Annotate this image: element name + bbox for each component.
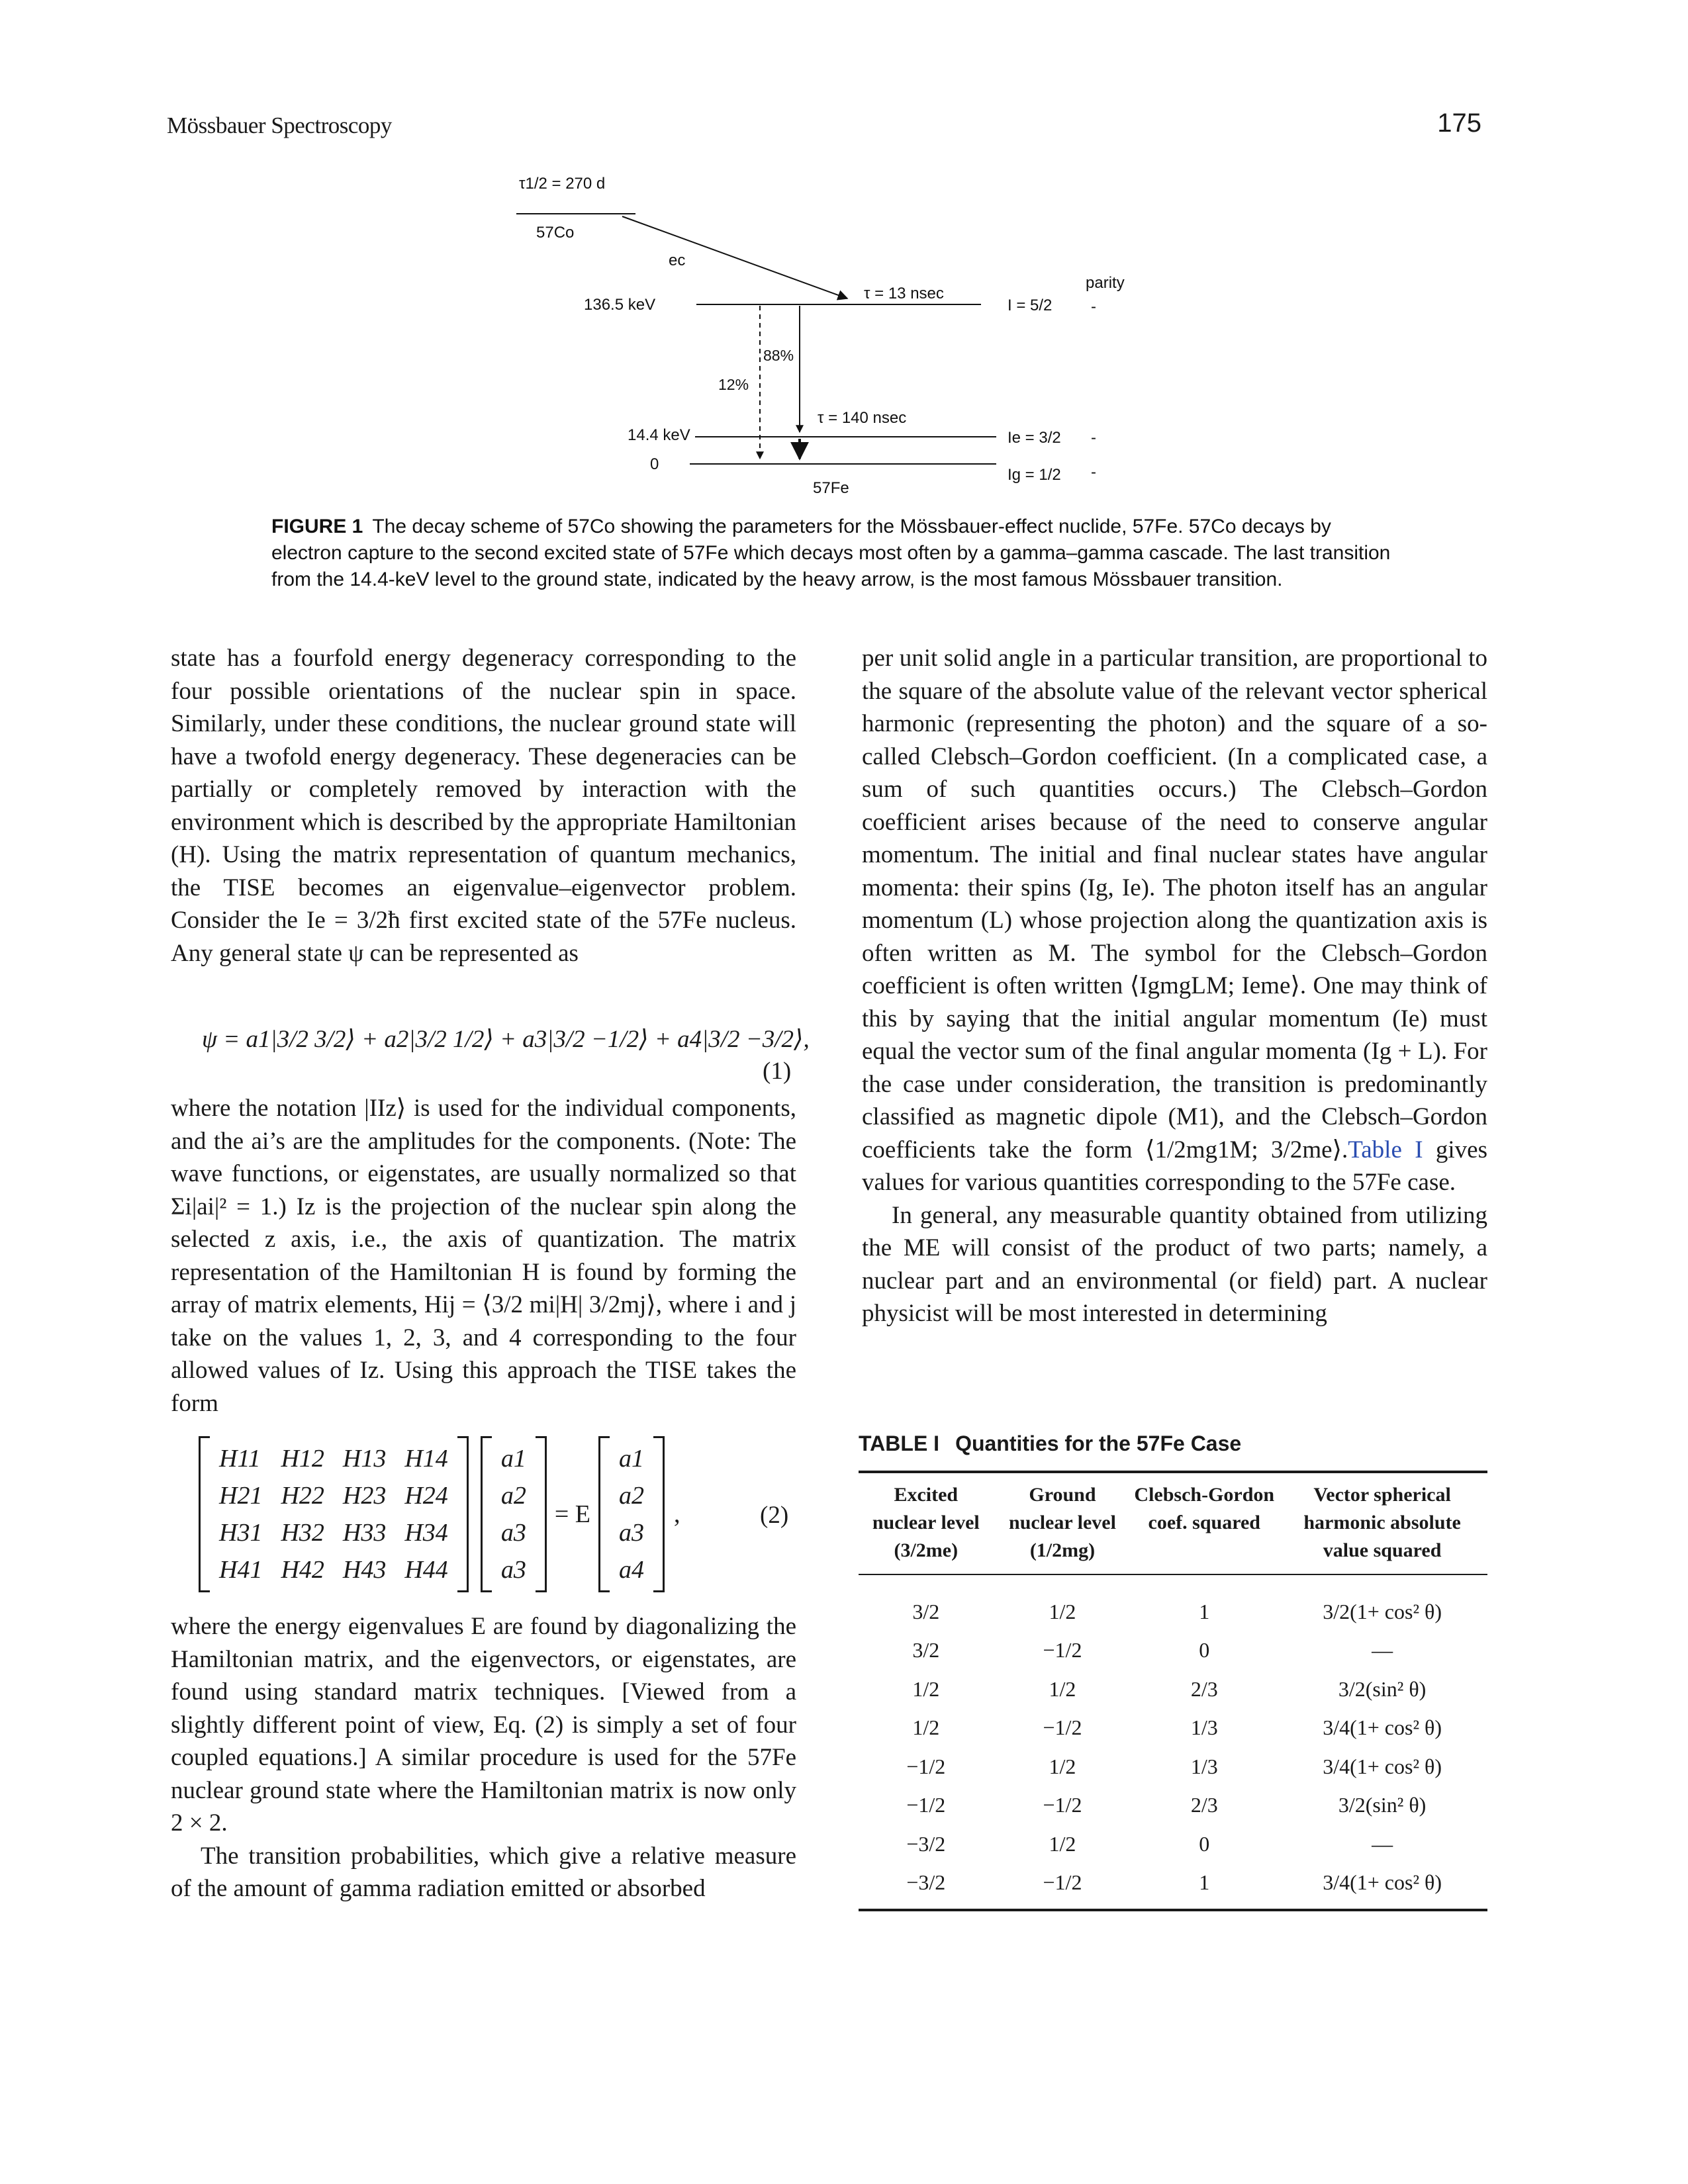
matrix-element: H44 <box>404 1556 448 1584</box>
vector-right-bracket-l <box>598 1436 610 1592</box>
spin-e-label: Ie = 3/2 <box>1008 429 1061 447</box>
table-cell: 0 <box>1199 1638 1210 1662</box>
matrix-element: H24 <box>404 1482 448 1510</box>
left-column <box>171 642 796 970</box>
spin-g-label: Ig = 1/2 <box>1008 466 1061 484</box>
vector-element: a1 <box>500 1445 526 1473</box>
equation-2-number: (2) <box>760 1502 789 1529</box>
table-column-header: Ground nuclear level (1/2mg) <box>994 1472 1132 1574</box>
table-cell: 1/2 <box>912 1676 940 1701</box>
matrix-element: H22 <box>281 1482 324 1510</box>
percent-88-label: 88% <box>763 347 794 364</box>
table-cell: 3/2(sin² θ) <box>1338 1676 1427 1701</box>
table-title <box>859 1432 1487 1456</box>
vector-element: a4 <box>618 1556 644 1584</box>
table-cell: 3/4(1+ cos² θ) <box>1277 1864 1487 1911</box>
table-i <box>859 1432 1487 1911</box>
vector-element: a3 <box>500 1556 526 1584</box>
matrix-element: H14 <box>404 1445 448 1473</box>
hamiltonian-matrix <box>210 1440 457 1588</box>
table-column-header: Clebsch-Gordon coef. squared <box>1131 1472 1277 1574</box>
matrix-element: H31 <box>219 1519 263 1547</box>
matrix-element: H11 <box>219 1445 261 1473</box>
table-cell: — <box>1372 1638 1393 1662</box>
table-column-header: Vector spherical harmonic absolute value squared <box>1277 1472 1487 1574</box>
left-column-end <box>171 1610 796 1905</box>
table-cell: 3/4(1+ cos² θ) <box>1323 1715 1442 1740</box>
table-row <box>859 1825 1487 1864</box>
matrix-bracket-left <box>199 1436 210 1592</box>
equation-2 <box>199 1436 680 1592</box>
table-body <box>859 1574 1487 1910</box>
table-cell: 3/2(sin² θ) <box>1338 1793 1427 1817</box>
co57-label: 57Co <box>536 224 575 242</box>
table-cell: −1/2 <box>906 1754 946 1778</box>
table-cell: 3/4(1+ cos² θ) <box>1323 1754 1442 1778</box>
equals-e: = E <box>554 1500 590 1528</box>
fe57-label: 57Fe <box>813 479 849 497</box>
level-136-label: 136.5 keV <box>584 296 656 314</box>
table-cell: 3/2 <box>912 1638 940 1662</box>
running-head: Mössbauer Spectroscopy <box>167 113 392 138</box>
matrix-element: H34 <box>404 1519 448 1547</box>
table-cell: 1/3 <box>1190 1754 1218 1778</box>
matrix-element: H33 <box>342 1519 387 1547</box>
table-cell: 1/2 <box>1049 1676 1076 1701</box>
matrix-element: H41 <box>219 1556 263 1584</box>
table-cell: 0 <box>1199 1831 1210 1856</box>
vector-left-bracket-l <box>481 1436 492 1592</box>
table-row <box>859 1786 1487 1825</box>
table-row <box>859 1670 1487 1709</box>
quantities-table <box>859 1471 1487 1911</box>
table-cell: −1/2 <box>1043 1715 1082 1740</box>
vector-element: a2 <box>500 1482 526 1510</box>
figure-caption-text: The decay scheme of 57Co showing the parameters for the Mössbauer-effect nuclide, 57Fe. 57Co decays by electron capture to the second excited state of 57Fe which decays most often by a gamma–gamma cascade. The last transition from the 14.4-keV level to the ground state, indicated by the heavy arrow, is the most famous Mössbauer transition. <box>271 516 1391 590</box>
table-label: TABLE I <box>859 1432 940 1455</box>
matrix-element: H12 <box>281 1445 324 1473</box>
table-cell: −3/2 <box>906 1831 946 1856</box>
vector-element: a3 <box>500 1519 526 1547</box>
ec-label: ec <box>669 251 686 269</box>
vector-left-bracket-r <box>536 1436 547 1592</box>
table-cell: 1/2 <box>912 1715 940 1740</box>
table-i-link[interactable]: Table I <box>1348 1136 1423 1163</box>
table-row <box>859 1709 1487 1748</box>
table-cell: 3/2(1+ cos² θ) <box>1323 1599 1442 1623</box>
percent-12-label: 12% <box>718 376 749 393</box>
matrix-element: H43 <box>342 1556 387 1584</box>
vector-right-bracket-r <box>653 1436 665 1592</box>
table-cell: 2/3 <box>1190 1793 1218 1817</box>
amplitude-vector-left <box>492 1440 536 1588</box>
table-cell: 1/2 <box>1049 1754 1076 1778</box>
table-row <box>859 1631 1487 1670</box>
figure-caption-label: FIGURE 1 <box>271 516 363 537</box>
halflife-label: τ1/2 = 270 d <box>519 175 606 193</box>
figure-caption <box>271 514 1397 593</box>
right-paragraph-1-text: per unit solid angle in a particular transition, are proportional to the square of the absolute value of the relevant vector spherical harmonic (representing the photon) and the square of a so-called Clebsch–Gordon coefficient. (In a complicated case, a sum of such quantities occurs.) The Clebsch–Gordon coefficient arises because of the need to conserve angular momentum. The initial and final nuclear states have angular momenta: their spins (Ig, Ie). The photon itself has an angular momentum (L) whose projection along the quantization axis is often written as M. The symbol for the Clebsch–Gordon coefficient is often written ⟨IgmgLM; Ieme⟩. One may think of this by saying that the initial angular momentum (Ie) must equal the vector sum of the final angular momenta (Ig + L). For the case under consideration, the transition is predominantly classified as magnetic dipole (M1), and the Clebsch–Gordon coefficients take the form ⟨1/2mg1M; 3/2me⟩. <box>862 645 1487 1163</box>
left-paragraph-3: where the energy eigenvalues E are found by diagonalizing the Hamiltonian matrix, and the eigenvectors, or eigenstates, are found using standard matrix techniques. [Viewed from a slightly different point of view, Eq. (2) is simply a set of four coupled equations.] A similar procedure is used for the 57Fe nuclear ground state where the Hamiltonian matrix is now only 2 × 2. <box>171 1613 796 1837</box>
table-cell: 1 <box>1131 1864 1277 1911</box>
level-14-label: 14.4 keV <box>628 426 690 444</box>
table-row <box>859 1574 1487 1631</box>
amplitude-vector-right <box>610 1440 653 1588</box>
vector-element: a2 <box>618 1482 644 1510</box>
table-cell: 1/3 <box>1190 1715 1218 1740</box>
right-column <box>862 642 1487 1330</box>
table-cell: 1 <box>1199 1599 1210 1623</box>
matrix-bracket-right <box>457 1436 469 1592</box>
equation-1: ψ = a1|3/2 3/2⟩ + a2|3/2 1/2⟩ + a3|3/2 −1/2⟩ + a4|3/2 −3/2⟩, <box>202 1026 810 1053</box>
parity-136: - <box>1091 298 1096 316</box>
table-cell: −1/2 <box>994 1864 1132 1911</box>
matrix-element: H23 <box>342 1482 387 1510</box>
table-cell: −1/2 <box>906 1793 946 1817</box>
equation-1-number: (1) <box>763 1058 792 1085</box>
matrix-element: H21 <box>219 1482 263 1510</box>
left-paragraph-2: where the notation |IIz⟩ is used for the individual components, and the ai’s are the amplitudes for the components. (Note: The wave functions, or eigenstates, are usually normalized so that Σi|ai|² = 1.) Iz is the projection of the nuclear spin along the selected z axis, i.e., the axis of quantization. The matrix representation of the Hamiltonian H is found by forming the array of matrix elements, Hij = ⟨3/2 mi|H| 3/2mj⟩, where i and j take on the values 1, 2, 3, and 4 corresponding to the four allowed values of Iz. Using this approach the TISE takes the form <box>171 1095 796 1417</box>
table-cell: −3/2 <box>859 1864 994 1911</box>
parity-14: - <box>1091 429 1096 447</box>
table-cell: −1/2 <box>1043 1793 1082 1817</box>
right-paragraph-1 <box>862 642 1487 1199</box>
left-paragraph-1: state has a fourfold energy degeneracy corresponding to the four possible orientations of the nuclear spin in space. Similarly, under these conditions, the nuclear ground state will have a twofold energy degeneracy. These degeneracies can be partially or completely removed by interaction with the environment which is described by the appropriate Hamiltonian (H). Using the matrix representation of quantum mechanics, the TISE becomes an eigenvalue–eigenvector problem. Consider the Ie = 3/2ħ first excited state of the 57Fe nucleus. Any general state ψ can be represented as <box>171 645 796 967</box>
matrix-element: H32 <box>281 1519 324 1547</box>
spin-52-label: I = 5/2 <box>1008 296 1053 314</box>
page-number: 175 <box>1437 109 1481 138</box>
decay-scheme-figure <box>503 169 1165 513</box>
table-cell: 2/3 <box>1190 1676 1218 1701</box>
table-column-header: Excited nuclear level (3/2me) <box>859 1472 994 1574</box>
table-cell: — <box>1372 1831 1393 1856</box>
ec-decay-arrow <box>622 216 847 298</box>
table-cell: 1/2 <box>1049 1831 1076 1856</box>
left-paragraph-4: The transition probabilities, which give a relative measure of the amount of gamma radiation emitted or absorbed <box>171 1842 796 1902</box>
level-0-label: 0 <box>650 455 659 473</box>
left-column-cont <box>171 1092 796 1420</box>
right-paragraph-2: In general, any measurable quantity obtained from utilizing the ME will consist of the product of two parts; namely, a nuclear part and an environmental (or field) part. A nuclear physicist will be most interested in determining <box>862 1201 1487 1327</box>
table-header-row <box>859 1472 1487 1574</box>
tau-13-label: τ = 13 nsec <box>864 285 944 302</box>
table-cell: −1/2 <box>1043 1638 1082 1662</box>
equation-2-comma: , <box>673 1500 680 1528</box>
table-cell: 1/2 <box>1049 1599 1076 1623</box>
matrix-element: H13 <box>342 1445 387 1473</box>
vector-element: a3 <box>618 1519 644 1547</box>
table-row <box>859 1864 1487 1911</box>
parity-0: - <box>1091 463 1096 481</box>
matrix-element: H42 <box>281 1556 324 1584</box>
tau-140-label: τ = 140 nsec <box>818 409 907 427</box>
table-row <box>859 1747 1487 1786</box>
right-paragraph-1-tail: gives values for various quantities corresponding to the 57Fe case. <box>862 1136 1488 1196</box>
table-cell: 3/2 <box>912 1599 940 1623</box>
parity-label: parity <box>1086 274 1125 292</box>
table-caption: Quantities for the 57Fe Case <box>955 1432 1242 1455</box>
vector-element: a1 <box>618 1445 644 1473</box>
